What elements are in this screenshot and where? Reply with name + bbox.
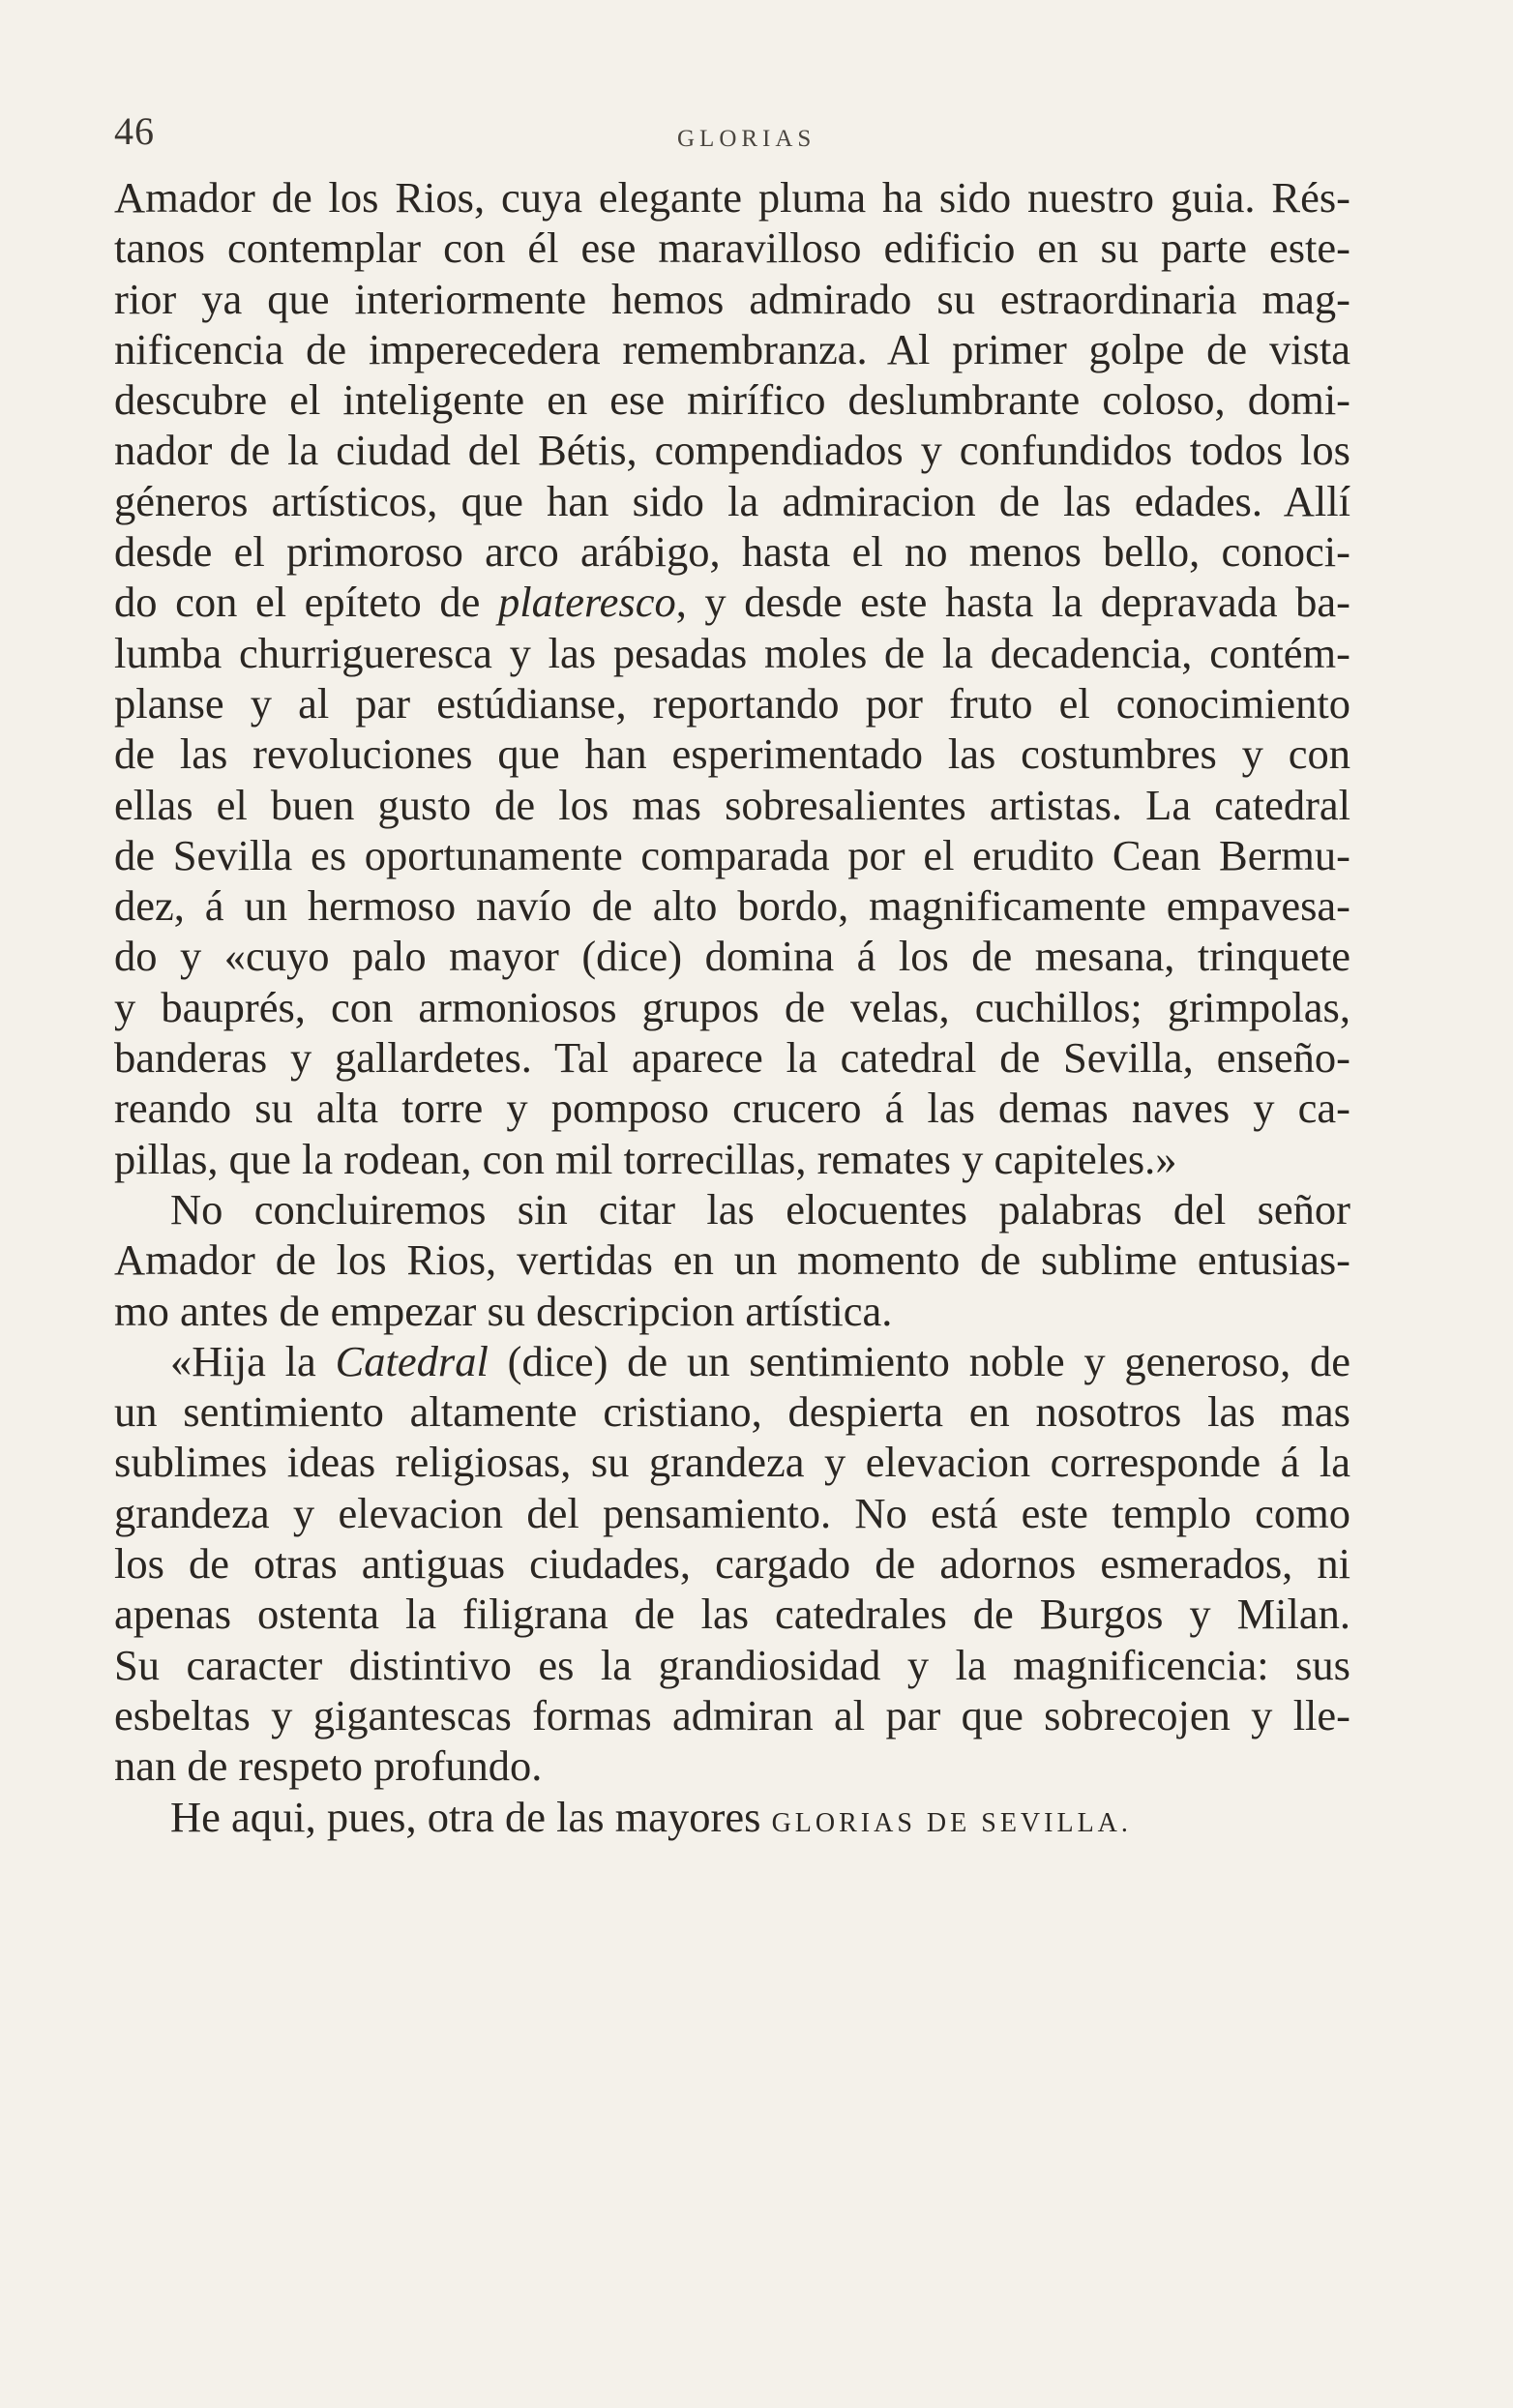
text-line: géneros artísticos, que han sido la admiracion de las edades. Allí — [114, 476, 1350, 525]
text-line: mo antes de empezar su descripcion artística. — [114, 1286, 893, 1335]
italic-term: Catedral — [335, 1336, 489, 1385]
text-line: ellas el buen gusto de los mas sobresalientes artistas. La catedral — [114, 780, 1350, 829]
text-line: un sentimiento altamente cristiano, despierta en nosotros las mas — [114, 1387, 1350, 1437]
text-line: grandeza y elevacion del pensamiento. No está este templo como — [114, 1488, 1350, 1537]
text-line: reando su alta torre y pomposo crucero á las demas naves y ca- — [114, 1084, 1350, 1133]
text-line: nador de la ciudad del Bétis, compendiados y confundidos todos los — [114, 426, 1350, 475]
text-line: Su caracter distintivo es la grandiosidad y la magnificencia: sus — [114, 1640, 1350, 1689]
text-line: tanos contemplar con él ese maravilloso edificio en su parte este- — [114, 223, 1350, 273]
text-line: y bauprés, con armoniosos grupos de velas, cuchillos; grimpolas, — [114, 982, 1350, 1031]
text-line: Amador de los Rios, vertidas en un momento de sublime entusias- — [114, 1235, 1350, 1285]
page-number: 46 — [114, 109, 155, 153]
paragraph — [114, 1184, 1350, 1336]
paragraph — [114, 172, 1350, 1184]
text-line: sublimes ideas religiosas, su grandeza y elevacion corresponde á la — [114, 1438, 1350, 1487]
italic-term: plateresco — [497, 578, 676, 627]
text-segment: He aqui, pues, otra de las mayores — [170, 1792, 772, 1841]
text-line: banderas y gallardetes. Tal aparece la catedral de Sevilla, enseño- — [114, 1033, 1350, 1083]
paragraph — [114, 1792, 1350, 1842]
small-caps-phrase: GLORIAS DE SEVILLA. — [771, 1807, 1132, 1838]
text-line: pillas, que la rodean, con mil torrecillas, remates y capiteles.» — [114, 1134, 1177, 1183]
text-line: descubre el inteligente en ese mirífico deslumbrante coloso, domi- — [114, 375, 1350, 425]
text-line: nificencia de imperecedera remembranza. Al primer golpe de vista — [114, 324, 1350, 373]
body-text — [114, 172, 1350, 1842]
text-line: de las revoluciones que han esperimentado las costumbres y con — [114, 729, 1350, 779]
text-line: No concluiremos sin citar las elocuentes palabras del señor — [170, 1184, 1350, 1234]
text-line: apenas ostenta la filigrana de las catedrales de Burgos y Milan. — [114, 1590, 1350, 1639]
text-line: los de otras antiguas ciudades, cargado de adornos esmerados, ni — [114, 1539, 1350, 1589]
running-title: GLORIAS — [677, 126, 816, 152]
text-line: lumba churrigueresca y las pesadas moles de la decadencia, contém- — [114, 628, 1350, 677]
text-line: planse y al par estúdianse, reportando por fruto el conocimiento — [114, 678, 1350, 728]
text-segment: «Hija la — [170, 1336, 336, 1385]
text-line — [114, 1792, 1350, 1842]
text-line — [114, 1336, 1350, 1386]
text-line — [114, 577, 1350, 627]
text-line: do y «cuyo palo mayor (dice) domina á los de mesana, trinquete — [114, 932, 1350, 981]
paragraph — [114, 1336, 1350, 1792]
text-line: dez, á un hermoso navío de alto bordo, magnificamente empavesa- — [114, 881, 1350, 931]
text-segment: (dice) de un sentimiento noble y generoso, de — [488, 1336, 1351, 1385]
text-line: nan de respeto profundo. — [114, 1741, 543, 1791]
text-line: esbeltas y gigantescas formas admiran al par que sobrecojen y lle- — [114, 1690, 1350, 1739]
text-line: de Sevilla es oportunamente comparada por el erudito Cean Bermu- — [114, 830, 1350, 879]
text-segment: , y desde este hasta la depravada ba- — [675, 578, 1350, 627]
text-segment: do con el epíteto de — [114, 578, 498, 627]
text-line: rior ya que interiormente hemos admirado su estraordinaria mag- — [114, 274, 1350, 323]
text-line: desde el primoroso arco arábigo, hasta el no menos bello, conoci- — [114, 527, 1350, 577]
text-line: Amador de los Rios, cuya elegante pluma ha sido nuestro guia. Rés- — [114, 173, 1350, 222]
